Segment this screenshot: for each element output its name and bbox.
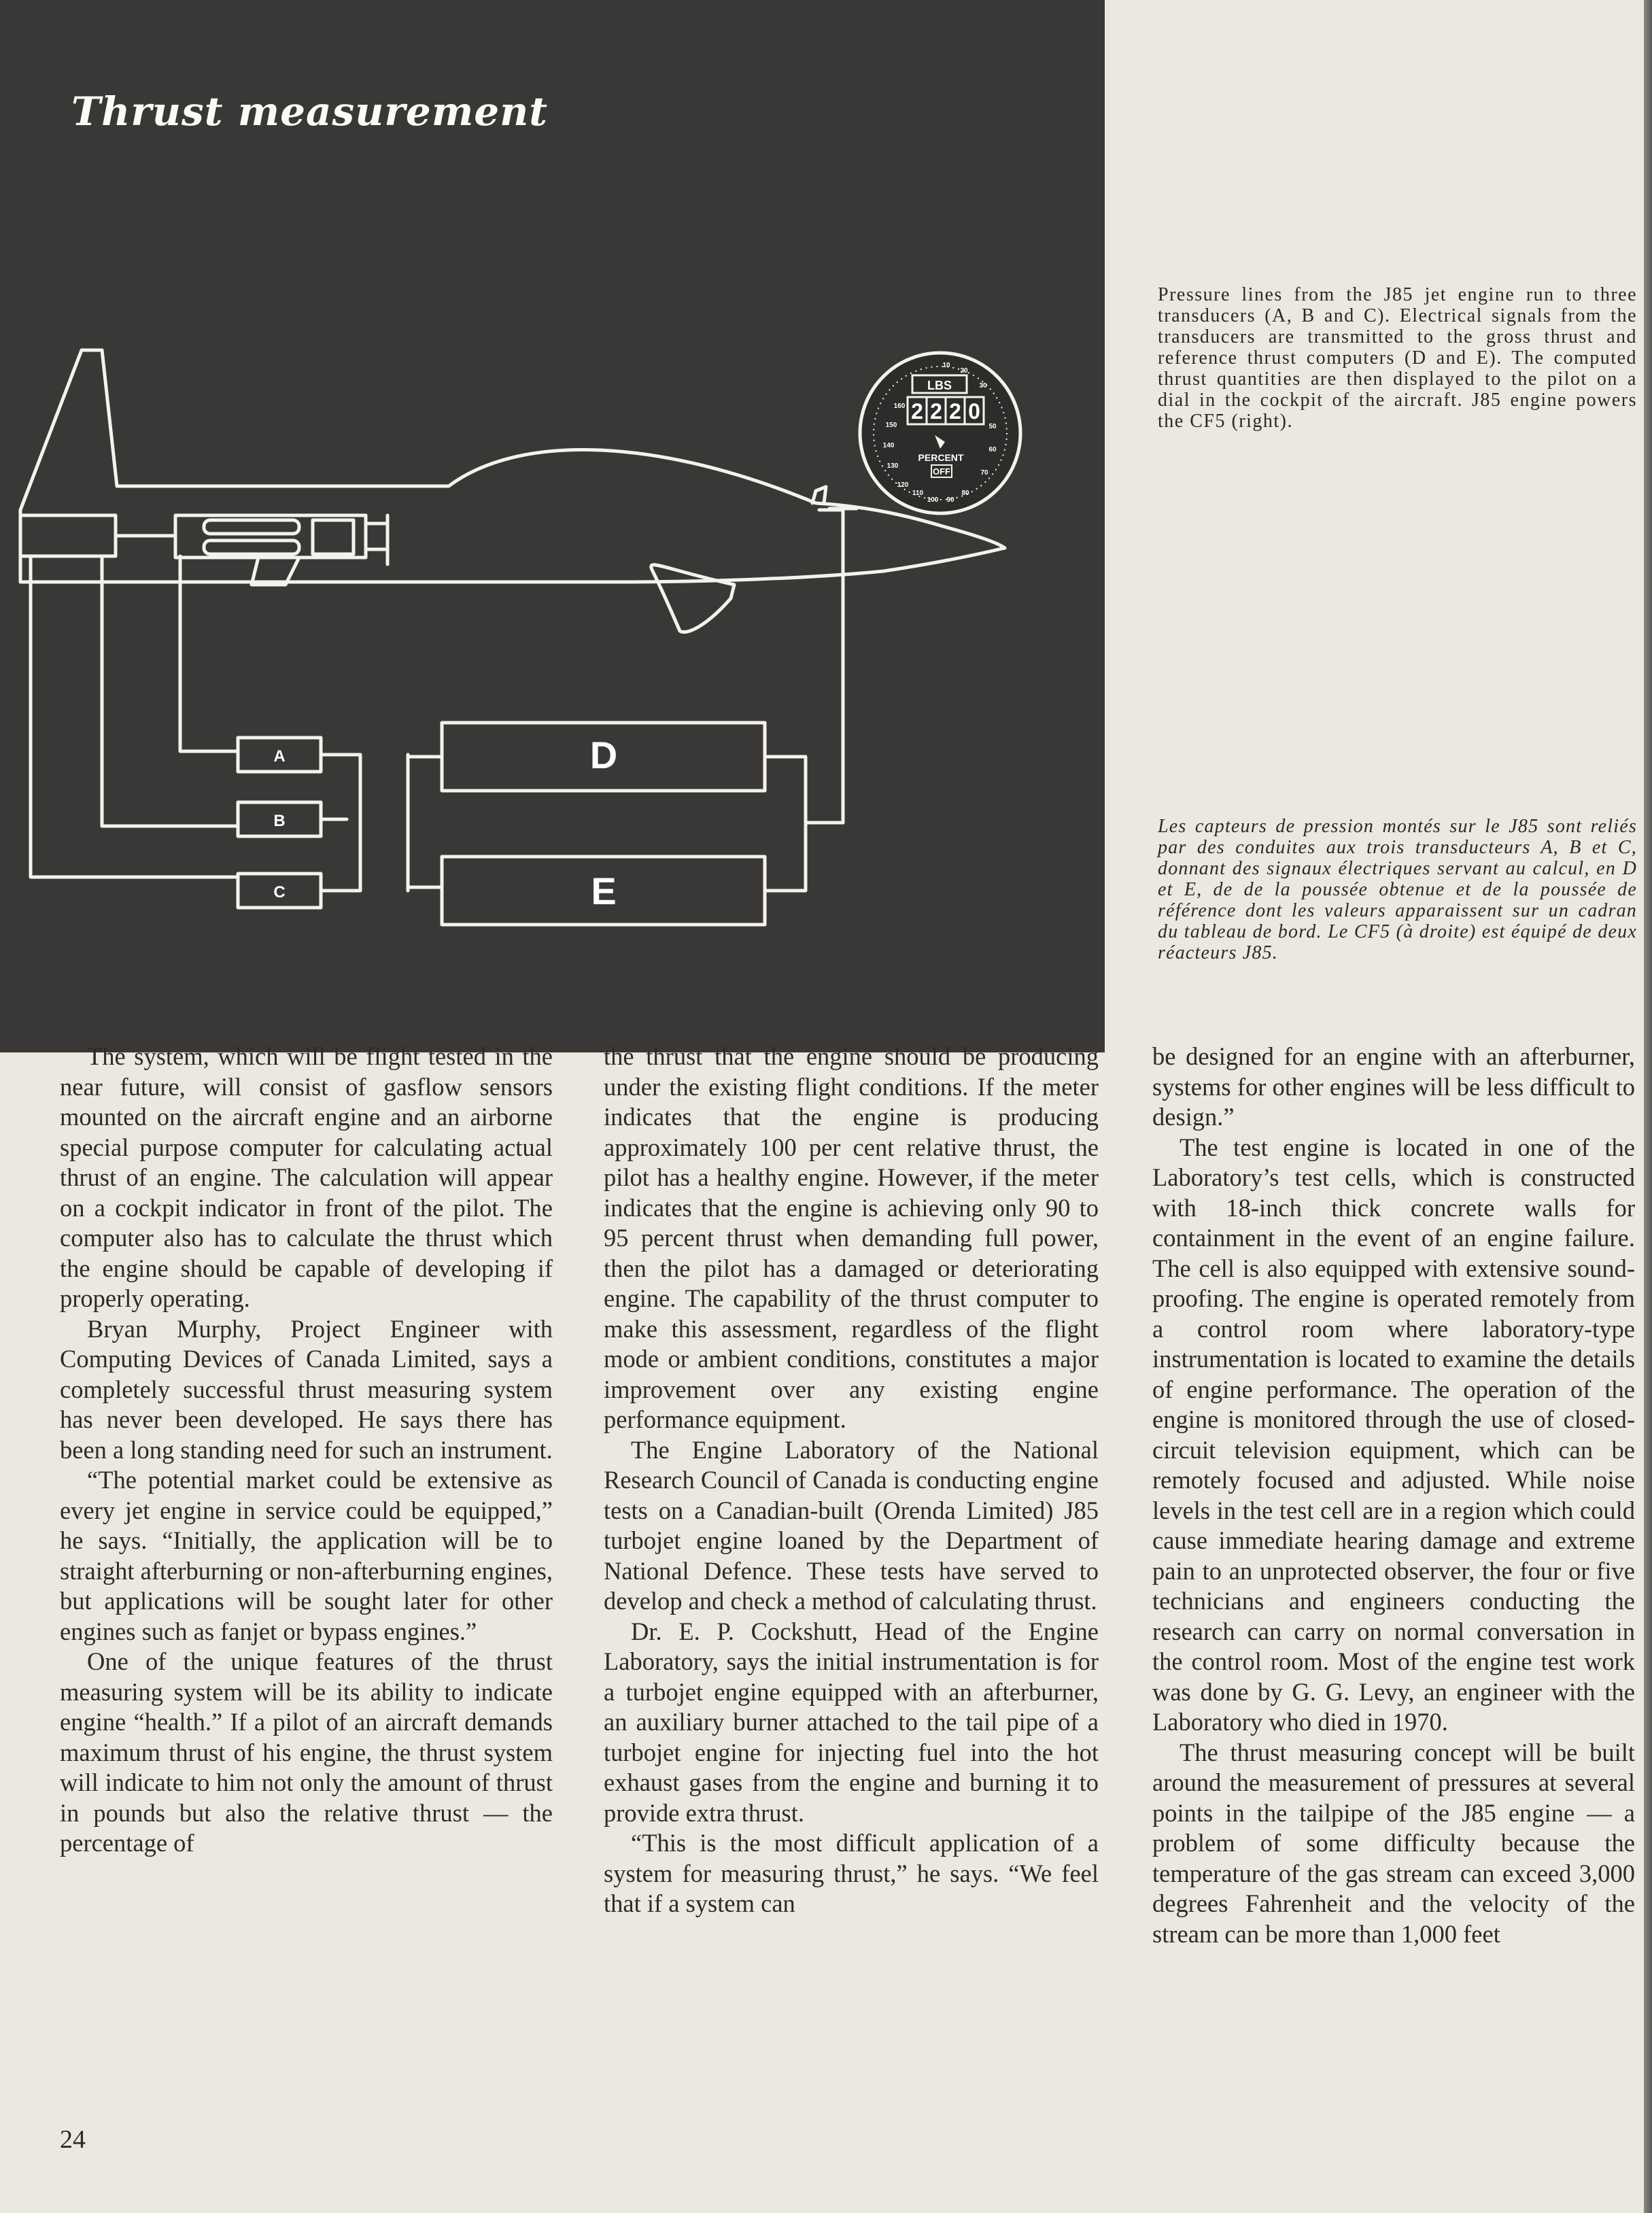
paragraph: “This is the most difficult application of a system for measuring thrust,” he says. “We feel that if a system can: [604, 1829, 1099, 1917]
computer-d-label: D: [589, 734, 618, 776]
thrust-gauge: [860, 353, 1020, 513]
gauge-scale-label: 150: [885, 422, 897, 429]
gauge-percent-label: PERCENT: [918, 452, 964, 463]
gauge-digit: 2: [949, 399, 961, 424]
gauge-digit-counter: [908, 397, 984, 424]
paragraph: Dr. E. P. Cockshutt, Head of the Engine Laboratory, says the initial instrumentation is for a turbojet engine equipped with an afterburner, an auxiliary burner attached to the tail pipe of a turbojet engine for injecting fuel into the hot exhaust gases from the engine and burning it to provide extra thrust.: [604, 1617, 1099, 1827]
article-title: Thrust measurement: [71, 88, 549, 135]
gauge-scale-label: 50: [988, 423, 997, 430]
gauge-scale-label: 90: [946, 496, 954, 504]
diagram-caption-french: Les capteurs de pression montés sur le J85 sont reliés par des conduites aux trois transducteurs A, B et C, donnant des signaux électriques servant au calcul, en D et E, de de la poussée obtenue et de la poussée de référence dont les valeurs apparaissent sur un cadran du tableau de bord. Le CF5 (à droite) est équipé de deux réacteurs J85.: [1158, 816, 1637, 963]
bleed-through-heading: [1129, 54, 1645, 95]
article-column-1: [60, 1042, 553, 1859]
gauge-scale-label: 120: [897, 481, 909, 489]
gauge-unit-label: LBS: [927, 379, 952, 392]
paragraph: One of the unique features of the thrust measuring system will be its ability to indicate engine “health.” If a pilot of an aircraft demands maximum thrust of his engine, the thrust system will indicate to him not only the amount of thrust in pounds but also the relative thrust — the percentage of: [60, 1647, 553, 1857]
paragraph: The test engine is located in one of the Laboratory’s test cells, which is constructed with 18-inch thick concrete walls for containment in the event of an engine failure. The cell is also equipped with extensive sound-proofing. The engine is operated remotely from a control room where laboratory-type instrumentation is located to examine the details of engine performance. The operation of the engine is monitored through the use of closed-circuit television equipment, which can be remotely focused and adjusted. While noise levels in the test cell are in a region which could cause immediate hearing damage and extreme pain to an unprotected observer, the four or five technicians and engineers conducting the research can carry on normal conversation in the control room. Most of the engine test work was done by G. G. Levy, an engineer with the Laboratory who died in 1970.: [1152, 1133, 1635, 1736]
page-number: 24: [60, 2125, 86, 2154]
paragraph: Bryan Murphy, Project Engineer with Computing Devices of Canada Limited, says a completely successful thrust measuring system has never been developed. He says there has been a long standing need for such an instrument.: [60, 1314, 553, 1464]
diagram-caption-english: Pressure lines from the J85 jet engine run to three transducers (A, B and C). Electrical signals from the transducers are transmitted to the gross thrust and reference thrust computers (D and E). The computed thrust quantities are then displayed to the pilot on a dial in the cockpit of the aircraft. J85 engine powers the CF5 (right).: [1158, 284, 1637, 432]
aircraft-wing-outline: [651, 565, 734, 632]
gauge-digit: 0: [968, 399, 980, 424]
page-edge-shadow: [1644, 0, 1652, 2213]
gauge-scale-label: 160: [893, 402, 906, 410]
aircraft-fuselage-outline: [20, 350, 1005, 582]
paragraph: the thrust that the engine should be producing under the existing flight conditions. If the meter indicates that the engine is producing approximately 100 per cent relative thrust, the pilot has a healthy engine. However, if the meter indicates that the engine is achieving only 90 to 95 percent thrust when demanding full power, then the pilot has a damaged or deteriorating engine. The capability of the thrust computer to make this assessment, regardless of the flight mode or ambient conditions, constitutes a major improvement over any existing engine performance equipment.: [604, 1042, 1099, 1433]
gauge-digit: 2: [930, 399, 942, 424]
gauge-scale-label: 10: [942, 362, 950, 369]
thrust-diagram: [0, 0, 1105, 1052]
article-column-3: [1152, 1042, 1635, 1949]
diagram-panel: [0, 0, 1105, 1052]
gauge-scale-label: 60: [988, 446, 997, 453]
article-column-2: [604, 1042, 1099, 1919]
gauge-off-label: OFF: [933, 466, 950, 477]
paragraph: The thrust measuring concept will be built around the measurement of pressures at several points in the tailpipe of the J85 engine — a problem of some difficulty because the temperature of the gas stream can exceed 3,000 degrees Fahrenheit and the velocity of the stream can be more than 1,000 feet: [1152, 1738, 1635, 1948]
paragraph: “The potential market could be extensive as every jet engine in service could be equipped,” he says. “Initially, the application will be to straight afterburning or non-afterburning engines, but applications will be sought later for other engines such as fanjet or bypass engines.”: [60, 1466, 553, 1645]
gauge-scale-label: 140: [882, 442, 895, 449]
transducer-b-label: B: [273, 812, 286, 830]
gauge-digit: 2: [911, 399, 923, 424]
gauge-scale-label: 130: [887, 462, 899, 470]
transducer-c-label: C: [273, 883, 286, 902]
paragraph: The system, which will be flight tested in the near future, will consist of gasflow sensors mounted on the aircraft engine and an airborne special purpose computer for calculating actual thrust of an engine. The calculation will appear on a cockpit indicator in front of the pilot. The computer also has to calculate the thrust which the engine should be capable of developing if properly operating.: [60, 1042, 553, 1312]
computer-e-label: E: [591, 870, 617, 912]
transducer-a-label: A: [273, 747, 286, 766]
paragraph: The Engine Laboratory of the National Research Council of Canada is conducting engine tests on a Canadian-built (Orenda Limited) J85 turbojet engine loaned by the Department of National Defence. These tests have served to develop and check a method of calculating thrust.: [604, 1435, 1099, 1615]
gauge-scale-label: 80: [961, 490, 969, 497]
gauge-scale-label: 20: [960, 367, 968, 375]
engine-nozzle: [20, 515, 116, 556]
gauge-scale-label: 30: [979, 382, 987, 390]
gauge-scale-label: 110: [912, 490, 924, 497]
gauge-scale-label: 70: [980, 469, 988, 477]
paragraph: be designed for an engine with an afterburner, systems for other engines will be less difficult to design.”: [1152, 1042, 1635, 1131]
gauge-scale-label: 100: [927, 496, 939, 504]
